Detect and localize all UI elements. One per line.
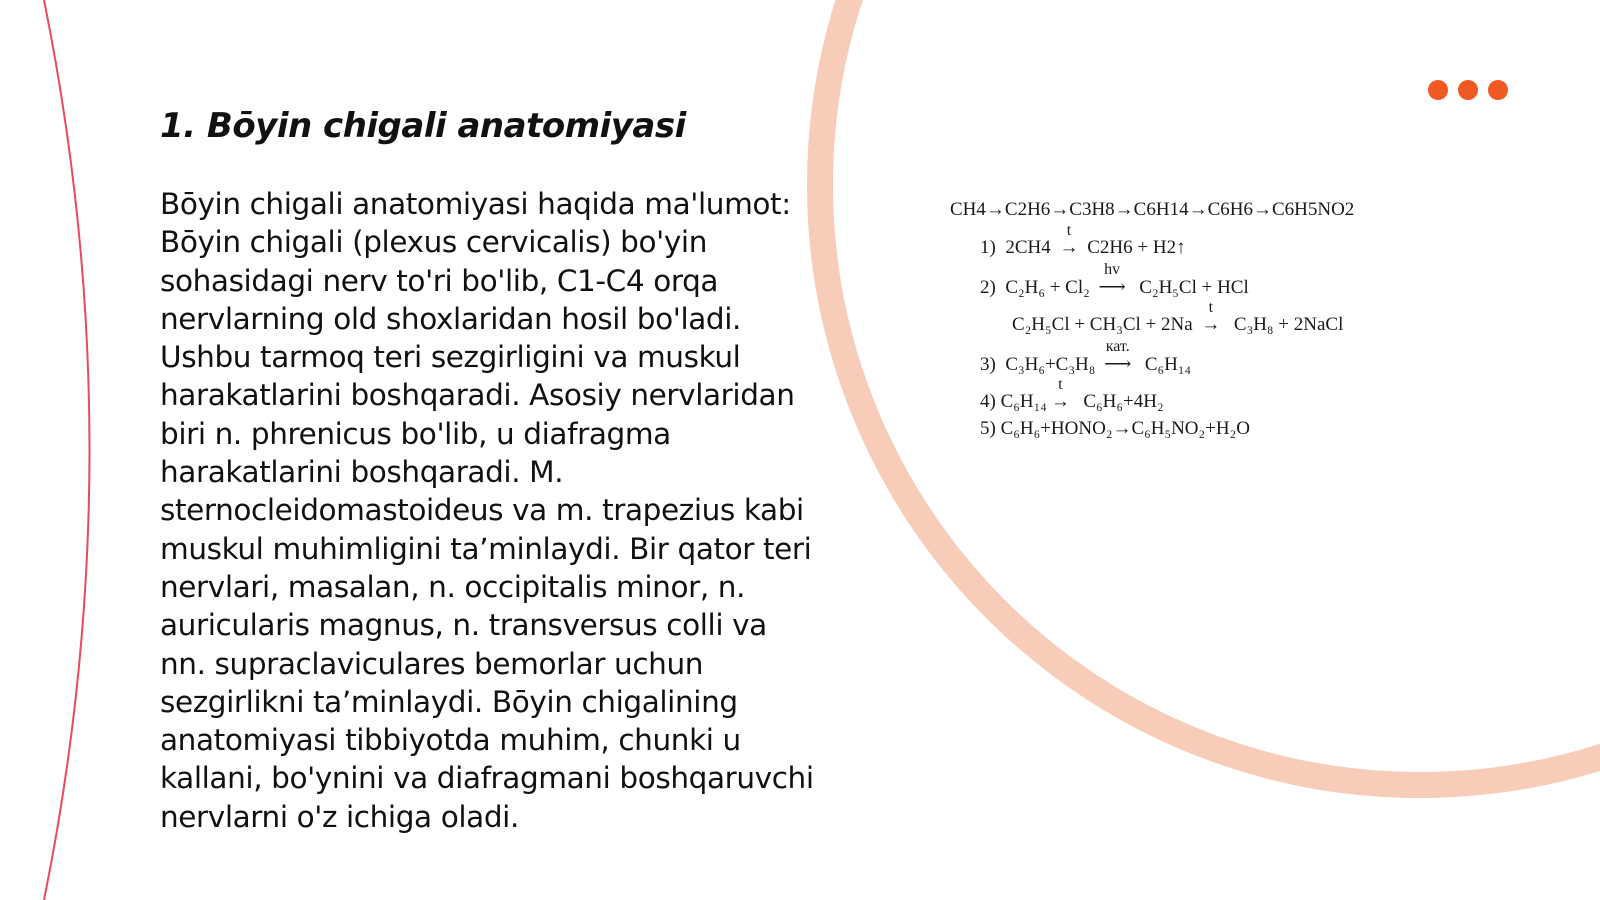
left-curve-line bbox=[44, 0, 90, 900]
reaction-right: C₃H₈ + 2NaCl bbox=[1233, 314, 1344, 335]
reaction-2b bbox=[1012, 299, 1344, 336]
reaction-arrow: t → bbox=[1059, 222, 1079, 258]
body-paragraph bbox=[160, 185, 850, 836]
reaction-left: C₆H₁₄ bbox=[1000, 391, 1047, 412]
reaction-number: 1) bbox=[980, 237, 996, 258]
body-line: harakatlarini boshqaradi. Asosiy nervlaridan bbox=[160, 378, 795, 413]
reaction-number: 4) bbox=[980, 391, 996, 412]
reaction-left: C₂H₆ + Cl₂ bbox=[1005, 277, 1090, 298]
body-line: nervlari, masalan, n. occipitalis minor, n. bbox=[160, 569, 746, 604]
reaction-right: C2H6 + H2↑ bbox=[1087, 237, 1186, 258]
reaction-number: 2) bbox=[980, 277, 996, 298]
menu-dots-icon bbox=[1428, 80, 1508, 100]
reaction-left: C₂H₅Cl + CH₃Cl + 2Na bbox=[1012, 314, 1193, 335]
body-line: Bōyin chigali (plexus cervicalis) bo'yin bbox=[160, 225, 707, 260]
body-line: nervlarni o'z ichiga oladi. bbox=[160, 799, 519, 834]
body-line: auricularis magnus, n. transversus colli va bbox=[160, 608, 767, 643]
reaction-condition: hv bbox=[1104, 261, 1121, 278]
body-line: nervlarning old shoxlaridan hosil bo'ladi. bbox=[160, 301, 742, 336]
reaction-5 bbox=[980, 418, 1250, 440]
dot-icon bbox=[1428, 80, 1448, 100]
body-line: sternocleidomastoideus va m. trapezius kabi bbox=[160, 493, 804, 528]
body-line: Bōyin chigali anatomiyasi haqida ma'lumot: bbox=[160, 187, 791, 221]
body-line: muskul muhimligini ta’minlaydi. Bir qator teri bbox=[160, 531, 812, 566]
reaction-3 bbox=[980, 338, 1192, 376]
reaction-condition: t bbox=[1066, 222, 1072, 239]
reaction-right: C₂H₅Cl + HCl bbox=[1139, 277, 1249, 298]
reaction-condition: t bbox=[1208, 299, 1214, 316]
body-line: kallani, bo'ynini va diafragmani boshqaruvchi bbox=[160, 761, 814, 796]
chemistry-formulas-image bbox=[950, 199, 1420, 459]
formula-chain: CH4→C2H6→C3H8→C6H14→C6H6→C6H5NO2 bbox=[950, 199, 1355, 220]
body-line: sezgirlikni ta’minlaydi. Bōyin chigalining bbox=[160, 684, 738, 719]
reaction-condition: кат. bbox=[1105, 338, 1130, 355]
reaction-1 bbox=[980, 222, 1186, 259]
reaction-arrow: t → bbox=[1201, 299, 1221, 335]
reaction-text: C₆H₆+HONO₂→C₆H₅NO₂+H₂O bbox=[1000, 418, 1250, 439]
reaction-right: C₆H₁₄ bbox=[1144, 354, 1192, 375]
reaction-arrow: t → bbox=[1050, 376, 1070, 412]
reaction-number: 5) bbox=[980, 418, 996, 439]
dot-icon bbox=[1488, 80, 1508, 100]
reaction-number: 3) bbox=[980, 354, 996, 375]
body-line: Ushbu tarmoq teri sezgirligini va muskul bbox=[160, 340, 741, 375]
dot-icon bbox=[1458, 80, 1478, 100]
reaction-right: C₆H₆+4H₂ bbox=[1083, 391, 1164, 412]
reaction-left: C₃H₆+C₃H₈ bbox=[1005, 354, 1096, 375]
body-line: sohasidagi nerv to'ri bo'lib, C1-C4 orqa bbox=[160, 263, 719, 298]
body-line: anatomiyasi tibbiyotda muhim, chunki u bbox=[160, 723, 741, 758]
reaction-arrow: кат. ⟶ bbox=[1104, 338, 1132, 375]
body-line: biri n. phrenicus bo'lib, u diafragma bbox=[160, 416, 671, 451]
reaction-left: 2CH4 bbox=[1005, 237, 1051, 258]
reaction-condition: t bbox=[1058, 376, 1063, 393]
slide-title: 1. Bōyin chigali anatomiyasi bbox=[160, 106, 686, 146]
body-line: harakatlarini boshqaradi. M. bbox=[160, 455, 564, 490]
body-line: nn. supraclaviculares bemorlar uchun bbox=[160, 646, 704, 681]
reaction-4 bbox=[980, 376, 1164, 413]
reaction-arrow: hv ⟶ bbox=[1098, 261, 1126, 298]
reaction-2 bbox=[980, 261, 1249, 299]
